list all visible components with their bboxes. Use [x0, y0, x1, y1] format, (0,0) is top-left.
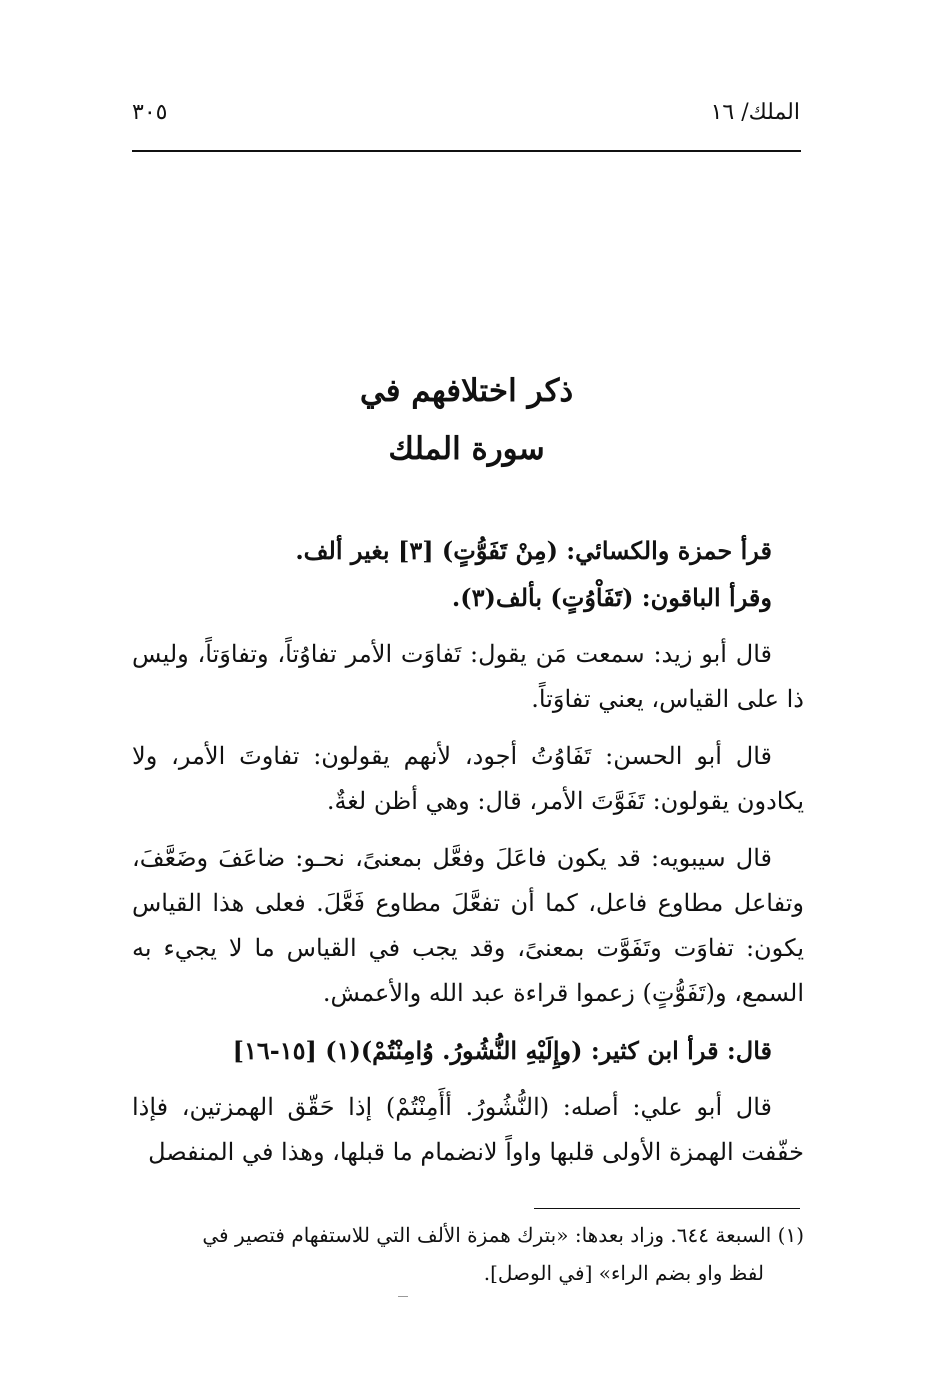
- paragraph-abu-ali: قال أبو علي: أصله: (النُّشُورُ. أأَمِنْتُمْ) إذا حَقّق الهمزتين، فإذا خفّفت الهمزة الأولى قلبها واواً لانضمام ما قبلها، وهذا في المنفصل: [132, 1093, 804, 1166]
- page-mark: [398, 1296, 408, 1297]
- paragraph-sibawayh: قال سيبويه: قد يكون فاعَلَ وفعَّل بمعنىً، نحـو: ضاعَفَ وضَعَّفَ، وتفاعل مطاوع فاعل، كما أن تفعَّلَ مطاوع فَعَّلَ. فعلى هذا القياس يكون: تفاوَت وتَفَوَّت بمعنىً، وقد يجب في القياس ما لا يجيء به السمع، و(تَفَوُّتٍ) زعموا قراءة عبد الله والأعمش.: [132, 844, 805, 1007]
- footnote: [132, 1216, 804, 1292]
- body-text: [132, 528, 804, 1175]
- paragraph-others-reading: وقرأ الباقون: (تَفَاْوُتٍ) بألف(٣).: [451, 583, 772, 612]
- paragraph-hamza-kisai: قرأ حمزة والكسائي: (مِنْ تَفَوُّتٍ) [٣] بغير ألف.: [295, 536, 772, 565]
- chapter-title-line-2: سورة الملك: [388, 431, 545, 467]
- page-number: ٣٠٥: [132, 100, 168, 125]
- paragraph-abu-zayd: قال أبو زيد: سمعت مَن يقول: تَفاوَت الأمر تفاوُتاً، وتفاوَتاً، وليس ذا على القياس، يعني تفاوَتاً.: [132, 640, 804, 713]
- running-head: [132, 96, 800, 130]
- chapter-title: [132, 362, 801, 478]
- footnote-line-2: لفظ واو بضم الراء» [في الوصل].: [483, 1261, 764, 1285]
- running-title: الملك/ ١٦: [710, 100, 800, 125]
- footnote-rule: [534, 1208, 800, 1209]
- chapter-title-line-1: ذكر اختلافهم في: [359, 373, 574, 409]
- paragraph-abu-hasan: قال أبو الحسن: تَفَاوُتُ أجود، لأنهم يقولون: تفاوتَ الأمر، ولا يكادون يقولون: تَفَوَّتَ الأمر، قال: وهي أظن لغةٌ.: [132, 742, 804, 815]
- paragraph-ibn-kathir: قال: قرأ ابن كثير: (وإِلَيْهِ النُّشُورُ. وُامِنْتُمْ)(١) [١٥-١٦]: [232, 1036, 772, 1065]
- header-rule: [132, 150, 801, 152]
- footnote-line-1: (١) السبعة ٦٤٤. وزاد بعدها: «بترك همزة الألف التي للاستفهام فتصير في: [202, 1223, 804, 1247]
